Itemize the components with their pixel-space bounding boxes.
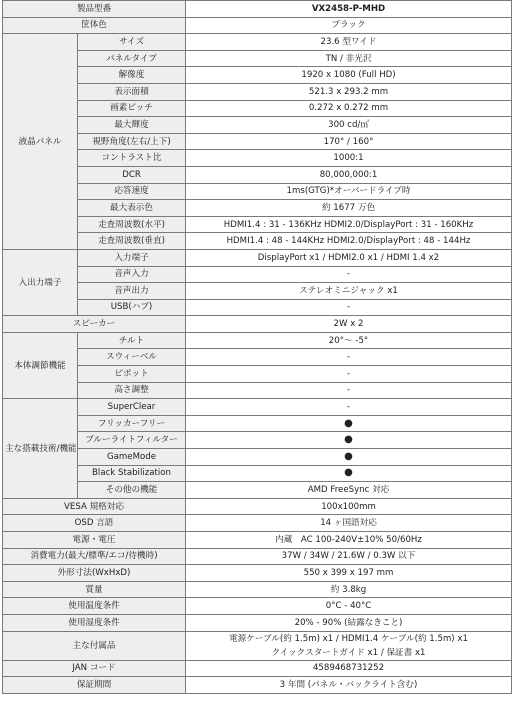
row-label: DCR — [78, 166, 186, 183]
table-row — [3, 200, 512, 217]
model-number: VX2458-P-MHD — [186, 1, 512, 18]
row-label: 音声出力 — [78, 283, 186, 300]
spec-sheet — [2, 0, 511, 694]
row-label: コントラスト比 — [78, 150, 186, 167]
row-value: - — [186, 349, 512, 366]
row-value: 約 3.8kg — [186, 581, 512, 598]
row-value: - — [186, 399, 512, 416]
table-row — [3, 117, 512, 134]
group-label-adjust: 本体調節機能 — [3, 332, 78, 398]
accessories-value — [186, 631, 512, 660]
table-row — [3, 532, 512, 549]
row-label: サイズ — [78, 34, 186, 51]
table-row — [3, 548, 512, 565]
row-label: Black Stabilization — [78, 465, 186, 482]
row-label: 主な付属品 — [3, 631, 186, 660]
table-row — [3, 150, 512, 167]
table-row — [3, 183, 512, 200]
row-value: - — [186, 366, 512, 383]
table-row — [3, 349, 512, 366]
group-label-features: 主な搭載技術/機能 — [3, 399, 78, 499]
row-label: 入力端子 — [78, 249, 186, 266]
row-value: - — [186, 266, 512, 283]
table-row — [3, 677, 512, 694]
row-label: 画素ピッチ — [78, 100, 186, 117]
row-value: 300 cd/㎡ — [186, 117, 512, 134]
table-row — [3, 631, 512, 660]
row-label: SuperClear — [78, 399, 186, 416]
row-label: 質量 — [3, 581, 186, 598]
row-label: 電源・電圧 — [3, 532, 186, 549]
row-value: 37W / 34W / 21.6W / 0.3W 以下 — [186, 548, 512, 565]
row-label: スピーカー — [3, 316, 186, 333]
row-value: HDMI1.4 : 31 - 136KHz HDMI2.0/DisplayPort : 31 - 160KHz — [186, 216, 512, 233]
row-value: 100x100mm — [186, 498, 512, 515]
table-row — [3, 233, 512, 250]
table-row — [3, 598, 512, 615]
table-row — [3, 415, 512, 432]
table-row — [3, 399, 512, 416]
row-label: 視野角度(左右/上下) — [78, 133, 186, 150]
row-value: ステレオミニジャック x1 — [186, 283, 512, 300]
table-row — [3, 67, 512, 84]
row-label: VESA 規格対応 — [3, 498, 186, 515]
row-label: 応答速度 — [78, 183, 186, 200]
supported-dot: ● — [186, 449, 512, 466]
row-value: 80,000,000:1 — [186, 166, 512, 183]
table-row — [3, 133, 512, 150]
accessories-line-2: クイックスタートガイド x1 / 保証書 x1 — [271, 647, 426, 658]
table-row — [3, 316, 512, 333]
table-row — [3, 283, 512, 300]
row-label: 製品型番 — [3, 1, 186, 18]
row-label: 保証期間 — [3, 677, 186, 694]
row-label: 筐体色 — [3, 17, 186, 34]
row-label: 走査周波数(垂直) — [78, 233, 186, 250]
supported-dot: ● — [186, 432, 512, 449]
row-label: 解像度 — [78, 67, 186, 84]
row-value: 521.3 x 293.2 mm — [186, 83, 512, 100]
row-value: 約 1677 万色 — [186, 200, 512, 217]
table-row — [3, 366, 512, 383]
table-row — [3, 17, 512, 34]
row-label: 高さ調整 — [78, 382, 186, 399]
table-row — [3, 382, 512, 399]
row-label: USB(ハブ) — [78, 299, 186, 316]
table-row — [3, 565, 512, 582]
table-row — [3, 50, 512, 67]
row-value: ブラック — [186, 17, 512, 34]
row-label: その他の機能 — [78, 482, 186, 499]
row-value: 1000:1 — [186, 150, 512, 167]
row-label: 使用湿度条件 — [3, 614, 186, 631]
table-row — [3, 34, 512, 51]
row-value: 0°C - 40°C — [186, 598, 512, 615]
table-row — [3, 299, 512, 316]
table-row — [3, 449, 512, 466]
table-row — [3, 216, 512, 233]
row-value: 1ms(GTG)*オーバードライブ時 — [186, 183, 512, 200]
table-row — [3, 332, 512, 349]
row-value: TN / 非光沢 — [186, 50, 512, 67]
table-row — [3, 266, 512, 283]
row-label: チルト — [78, 332, 186, 349]
row-label: 最大輝度 — [78, 117, 186, 134]
table-row — [3, 498, 512, 515]
group-label-lcd: 液晶パネル — [3, 34, 78, 250]
row-label: ブルーライトフィルター — [78, 432, 186, 449]
row-value: AMD FreeSync 対応 — [186, 482, 512, 499]
spec-table — [2, 0, 512, 694]
table-row — [3, 166, 512, 183]
table-row — [3, 465, 512, 482]
row-value: 23.6 型ワイド — [186, 34, 512, 51]
table-row — [3, 614, 512, 631]
row-label: JAN コード — [3, 660, 186, 677]
row-label: スウィーベル — [78, 349, 186, 366]
supported-dot: ● — [186, 465, 512, 482]
table-row — [3, 660, 512, 677]
row-value: - — [186, 299, 512, 316]
row-label: 最大表示色 — [78, 200, 186, 217]
row-value: 2W x 2 — [186, 316, 512, 333]
table-row — [3, 83, 512, 100]
table-row — [3, 515, 512, 532]
table-row — [3, 581, 512, 598]
group-label-io: 入出力端子 — [3, 249, 78, 315]
row-label: OSD 言語 — [3, 515, 186, 532]
supported-dot: ● — [186, 415, 512, 432]
row-value: 0.272 x 0.272 mm — [186, 100, 512, 117]
row-value: 170° / 160° — [186, 133, 512, 150]
row-label: 走査周波数(水平) — [78, 216, 186, 233]
row-value: HDMI1.4 : 48 - 144KHz HDMI2.0/DisplayPort : 48 - 144Hz — [186, 233, 512, 250]
row-value: 550 x 399 x 197 mm — [186, 565, 512, 582]
row-value: 3 年間 (パネル・バックライト含む) — [186, 677, 512, 694]
row-value: 20% - 90% (結露なきこと) — [186, 614, 512, 631]
table-row — [3, 1, 512, 18]
row-value: DisplayPort x1 / HDMI2.0 x1 / HDMI 1.4 x2 — [186, 249, 512, 266]
row-label: ピボット — [78, 366, 186, 383]
row-label: 消費電力(最大/標準/エコ/待機時) — [3, 548, 186, 565]
row-label: 表示面積 — [78, 83, 186, 100]
table-row — [3, 249, 512, 266]
row-label: 外形寸法(WxHxD) — [3, 565, 186, 582]
row-label: 使用温度条件 — [3, 598, 186, 615]
row-label: GameMode — [78, 449, 186, 466]
row-value: 内蔵 AC 100-240V±10% 50/60Hz — [186, 532, 512, 549]
row-value: 1920 x 1080 (Full HD) — [186, 67, 512, 84]
row-value: 4589468731252 — [186, 660, 512, 677]
accessories-line-1: 電源ケーブル(約 1.5m) x1 / HDMI1.4 ケーブル(約 1.5m) x1 — [229, 633, 468, 644]
row-value: - — [186, 382, 512, 399]
row-value: 20°～ -5° — [186, 332, 512, 349]
row-label: 音声入力 — [78, 266, 186, 283]
row-label: パネルタイプ — [78, 50, 186, 67]
table-row — [3, 482, 512, 499]
table-row — [3, 432, 512, 449]
table-row — [3, 100, 512, 117]
row-label: フリッカーフリー — [78, 415, 186, 432]
row-value: 14 ヶ国語対応 — [186, 515, 512, 532]
